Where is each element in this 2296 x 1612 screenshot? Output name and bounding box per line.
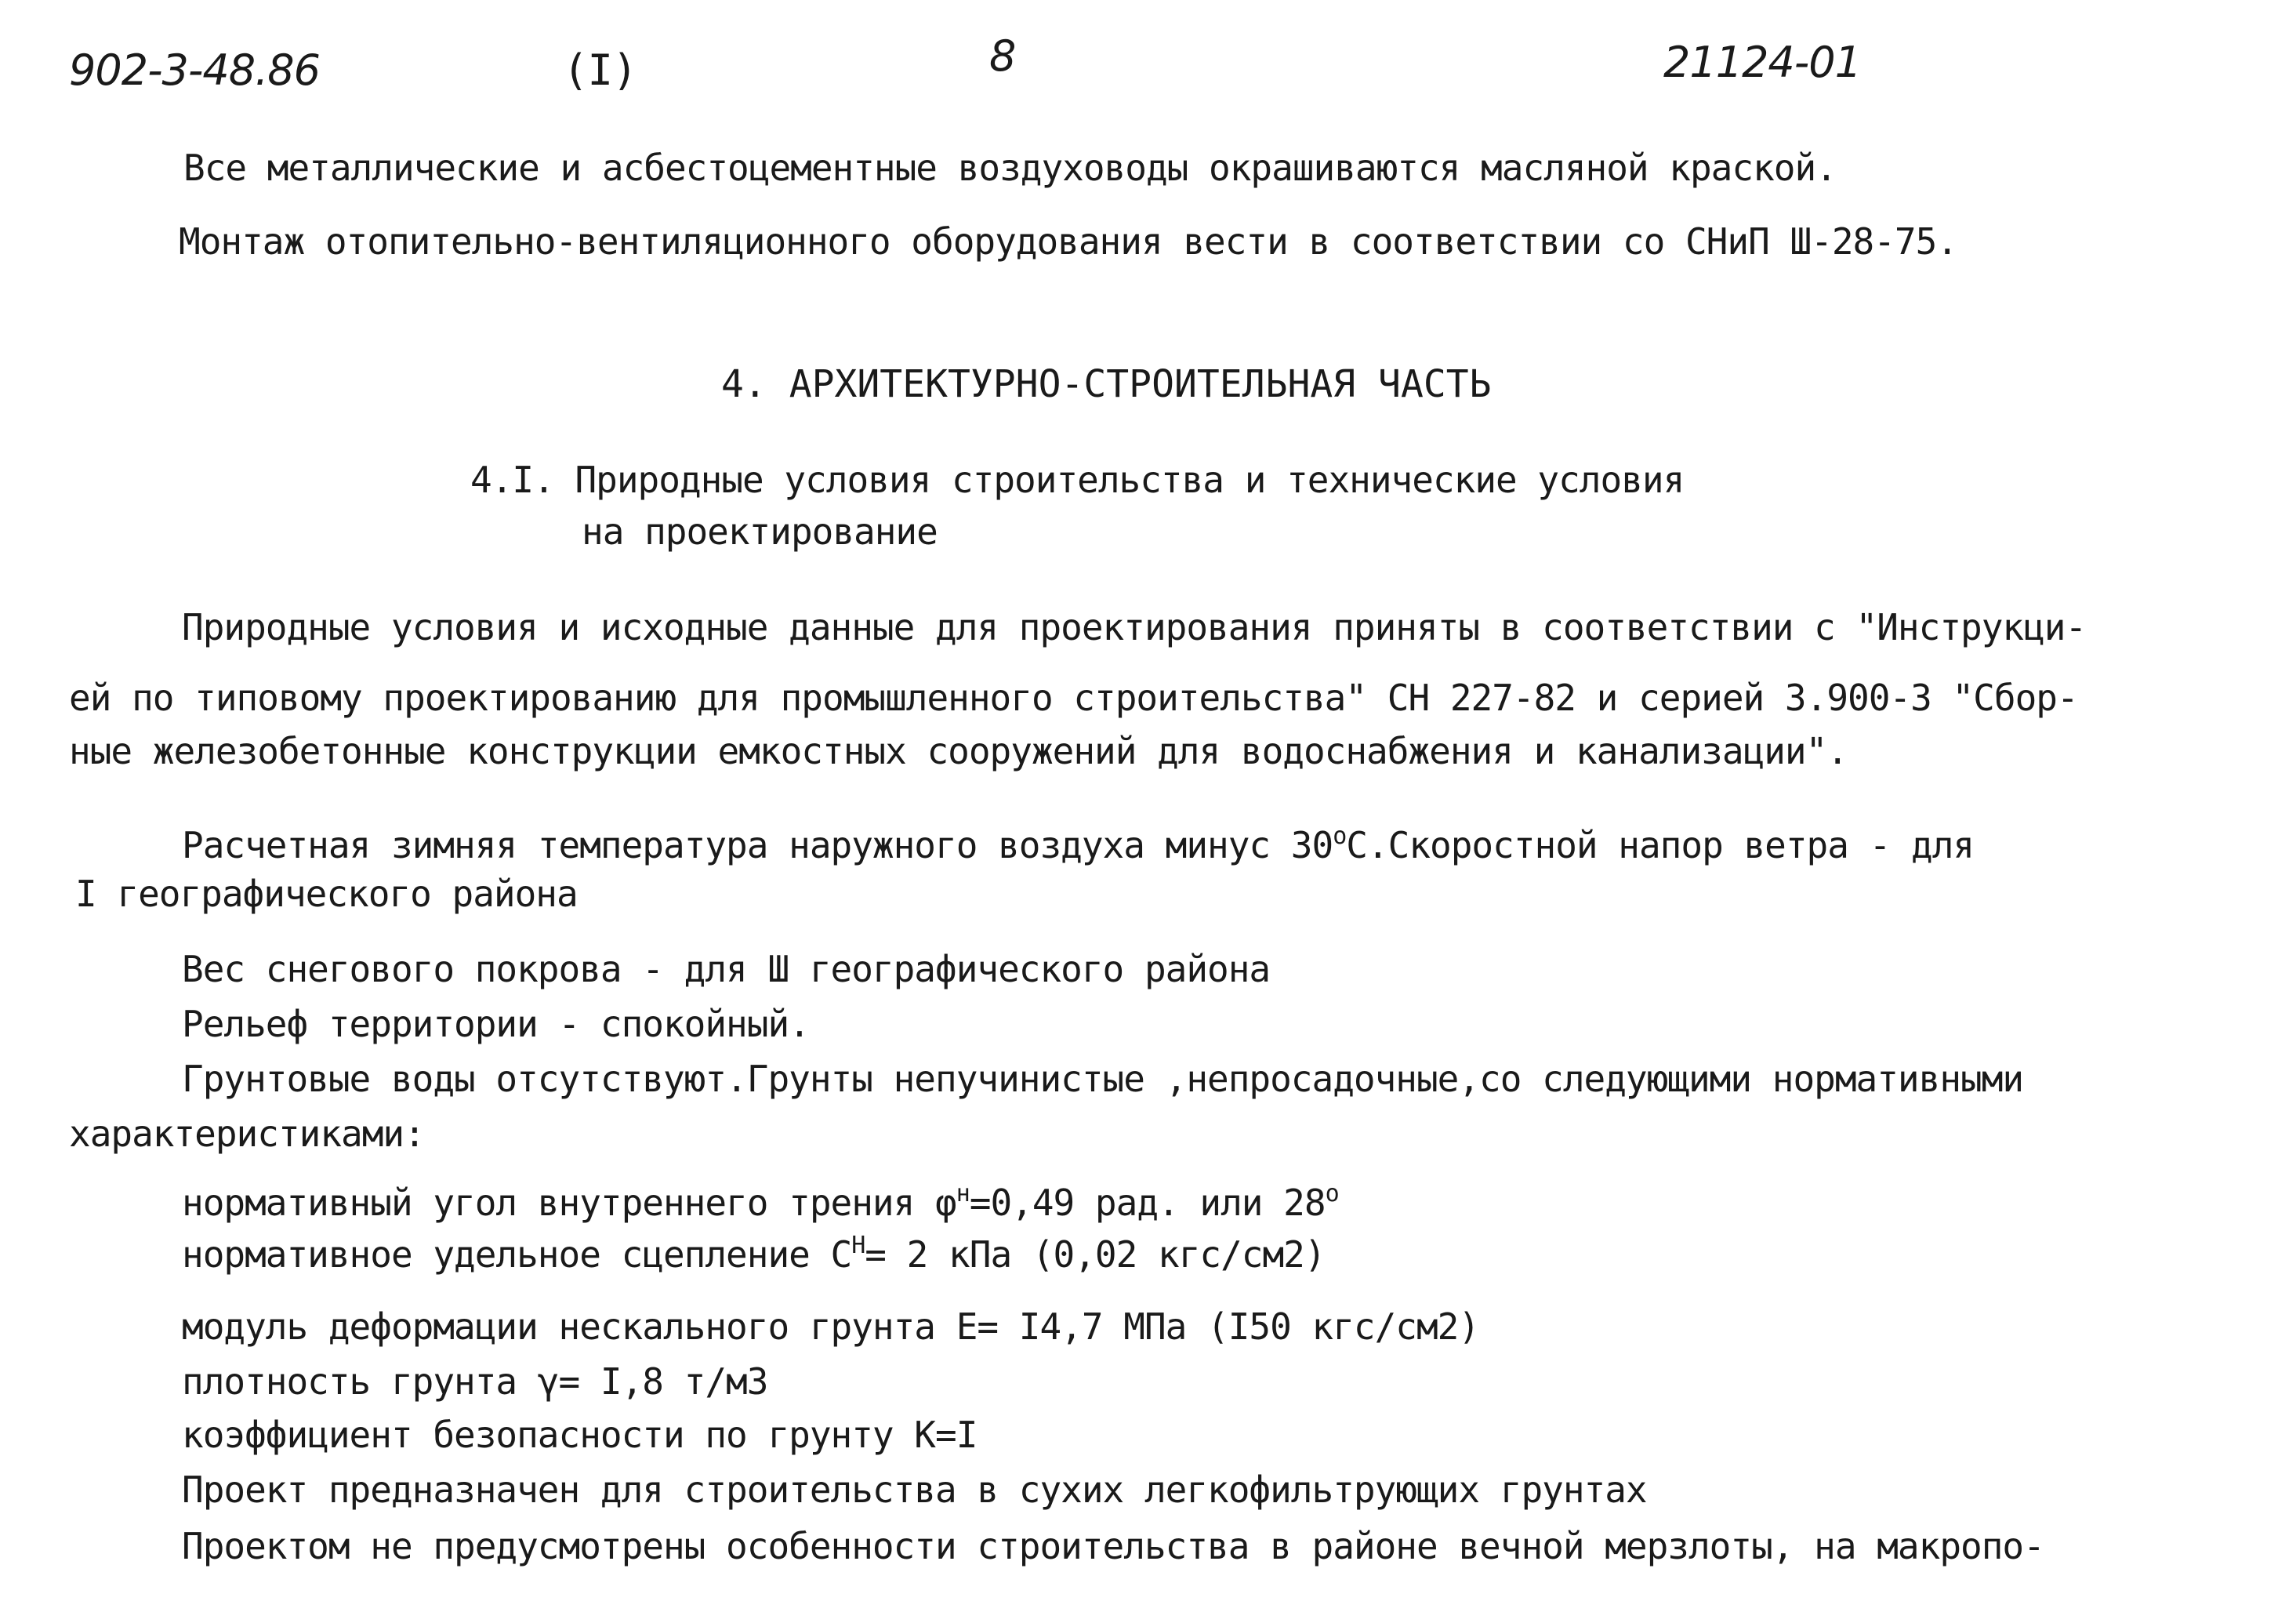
last-line: Проектом не предусмотрены особенности строительства в районе вечной мерзлоты, на макропо- [182,1525,2044,1567]
cohesion-text-a: нормативное удельное сцепление C [182,1233,852,1276]
para1-line-2: ей по типовому проектированию для промышленного строительства" СН 227-82 и серией 3.900-3 "Сбор- [69,677,2078,719]
friction-angle-line [182,1181,1339,1225]
friction-sup: н [956,1180,970,1207]
para1-line-3: ные железобетонные конструкции емкостных сооружений для водоснабжения и канализации". [69,730,1848,772]
subsection-title-line-2: на проектирование [582,510,938,553]
intro-line-1: Все металлические и асбестоцементные воздуховоды окрашиваются масляной краской. [183,147,1837,189]
intro-line-2: Монтаж отопительно-вентиляционного оборудования вести в соответствии со СНиП Ш-28-75. [179,220,1958,263]
volume-number: (I) [563,45,637,95]
cohesion-line [182,1233,1326,1276]
para2-text-a: Расчетная зимняя температура наружного воздуха минус 30 [182,824,1333,866]
relief-line: Рельеф территории - спокойный. [182,1003,810,1045]
page-number: 8 [989,31,1016,81]
doc-code: 902-3-48.86 [69,45,320,95]
para2-line-1 [182,823,1974,867]
snow-load-line: Вес снегового покрова - для Ш географического района [182,948,1271,990]
para2-line-2: I географического района [75,873,578,915]
density-line: плотность грунта γ= I,8 т/м3 [182,1360,768,1403]
groundwater-line-1: Грунтовые воды отсутствуют.Грунты непучинистые ,непросадочные,со следующими нормативными [182,1058,2024,1100]
degree-sign: о [1325,1180,1339,1207]
groundwater-line-2: характеристиками: [69,1113,425,1155]
purpose-line: Проект предназначен для строительства в сухих легкофильтрующих грунтах [182,1469,1647,1511]
cohesion-text-b: = 2 кПа (0,02 кгс/см2) [865,1233,1326,1276]
subsection-title-line-1: 4.I. Природные условия строительства и технические условия [470,459,1685,501]
para2-text-b: С.Скоростной напор ветра - для [1346,824,1975,866]
degree-sign: о [1333,822,1347,850]
sheet-code: 21124-01 [1663,38,1861,87]
cohesion-sup: Н [851,1232,865,1259]
section-title: 4. АРХИТЕКТУРНО-СТРОИТЕЛЬНАЯ ЧАСТЬ [721,362,1492,406]
friction-text-a: нормативный угол внутреннего трения φ [182,1182,956,1224]
para1-line-1: Природные условия и исходные данные для проектирования приняты в соответствии с "Инструкци- [182,606,2087,648]
safety-factor-line: коэффициент безопасности по грунту К=I [182,1414,978,1456]
friction-text-b: =0,49 рад. или 28 [969,1182,1326,1224]
modulus-line: модуль деформации нескального грунта E= I4,7 МПа (I50 кгс/см2) [182,1305,1480,1348]
